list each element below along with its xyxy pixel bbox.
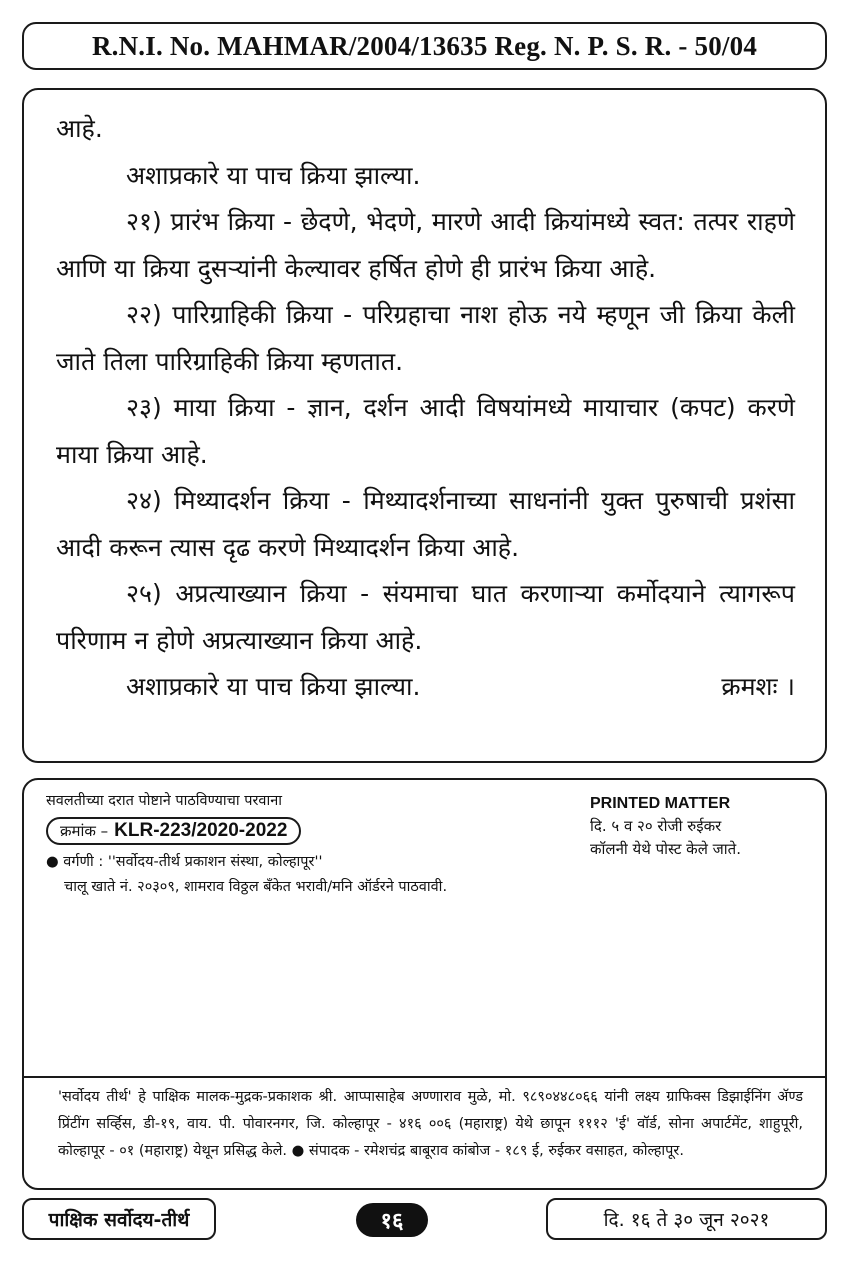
- page-number: [356, 1203, 428, 1237]
- bullet-icon: ●: [46, 854, 59, 870]
- account-text: चालू खाते नं. २०३०९, शामराव विठ्ठल बँकेत भरावी/मनि ऑर्डरने पाठवावी.: [64, 879, 448, 895]
- paragraph: २४) मिथ्यादर्शन क्रिया - मिथ्यादर्शनाच्या साधनांनी युक्त पुरुषाची प्रशंसा आदी करून त्यास दृढ करणे मिथ्यादर्शन क्रिया आहे.: [56, 486, 795, 562]
- printed-matter-label: PRINTED MATTER: [590, 795, 731, 812]
- closing-line: [56, 664, 795, 711]
- page-number-text: १६: [380, 1209, 404, 1234]
- rni-header: [22, 22, 827, 70]
- paragraph: अशाप्रकारे या पाच क्रिया झाल्या.: [126, 672, 421, 701]
- postal-permit-text: सवलतीच्या दरात पोष्टाने पाठविण्याचा परवाना: [46, 793, 283, 809]
- paragraph: २५) अप्रत्याख्यान क्रिया - संयमाचा घात करणाऱ्या कर्मोदयाने त्यागरूप परिणाम न होणे अप्रत्याख्यान क्रिया आहे.: [56, 579, 795, 655]
- permit-label: क्रमांक –: [60, 822, 109, 840]
- bullet-icon: ●: [291, 1143, 305, 1159]
- postal-notice: [22, 778, 827, 1190]
- posting-info-line: दि. ५ व २० रोजी रुईकर: [590, 817, 722, 835]
- publication-name-box: [22, 1198, 216, 1240]
- paragraph: २२) पारिग्राहिकी क्रिया - परिग्रहाचा नाश होऊ नये म्हणून जी क्रिया केली जाते तिला पारिग्राहिकी क्रिया म्हणतात.: [56, 300, 795, 376]
- publisher-text: 'सर्वोदय तीर्थ' हे पाक्षिक मालक-मुद्रक-प्रकाशक श्री. आप्पासाहेब अण्णाराव मुळे, मो. ९८९०४४८०६६ यांनी लक्ष्य ग्राफिक्स डिझाईनिंग ॲण्ड प्रिंटींग सर्व्हिस, डी-१९, वाय. पी. पोवारनगर, जि. कोल्हापूर - ४१६ ००६ (महाराष्ट्र) येथे छापून १११२ 'ई' वॉर्ड, सोना अपार्टमेंट, शाहुपूरी, कोल्हापूर - ०१ (महाराष्ट्र) येथून प्रसिद्ध केले.: [58, 1089, 803, 1159]
- subscription-line: [46, 850, 606, 875]
- editor-text: संपादक - रमेशचंद्र बाबूराव कांबोज - १८९ ई, रुईकर वसाहत, कोल्हापूर.: [308, 1143, 684, 1159]
- continued-marker: क्रमशः ।: [721, 672, 795, 701]
- paragraph: २१) प्रारंभ क्रिया - छेदणे, भेदणे, मारणे आदी क्रियांमध्ये स्वत: तत्पर राहणे आणि या क्रिया दुसऱ्यांनी केल्यावर हर्षित होणे ही प्रारंभ क्रिया आहे.: [56, 207, 795, 283]
- issue-date: दि. १६ ते ३० जून २०२१: [603, 1209, 770, 1231]
- subscription-text: वर्गणी : ''सर्वोदय-तीर्थ प्रकाशन संस्था, कोल्हापूर'': [63, 854, 323, 870]
- publication-name: पाक्षिक सर्वोदय-तीर्थ: [48, 1209, 190, 1231]
- rni-text: R.N.I. No. MAHMAR/2004/13635 Reg. N. P. S. R. - 50/04: [91, 30, 758, 61]
- permit-number: KLR-223/2020-2022: [114, 820, 288, 841]
- paragraph: आहे.: [56, 114, 103, 143]
- posting-info-line: कॉलनी येथे पोस्ट केले जाते.: [590, 840, 741, 858]
- paragraph: अशाप्रकारे या पाच क्रिया झाल्या.: [126, 160, 421, 190]
- permit-block: [46, 790, 606, 899]
- issue-date-box: [546, 1198, 827, 1240]
- article-body: [22, 88, 827, 763]
- printed-matter-block: [590, 792, 826, 861]
- permit-number-badge: [46, 817, 301, 845]
- publisher-imprint: [24, 1076, 825, 1188]
- paragraph: २३) माया क्रिया - ज्ञान, दर्शन आदी विषयांमध्ये मायाचार (कपट) करणे माया क्रिया आहे.: [56, 393, 795, 469]
